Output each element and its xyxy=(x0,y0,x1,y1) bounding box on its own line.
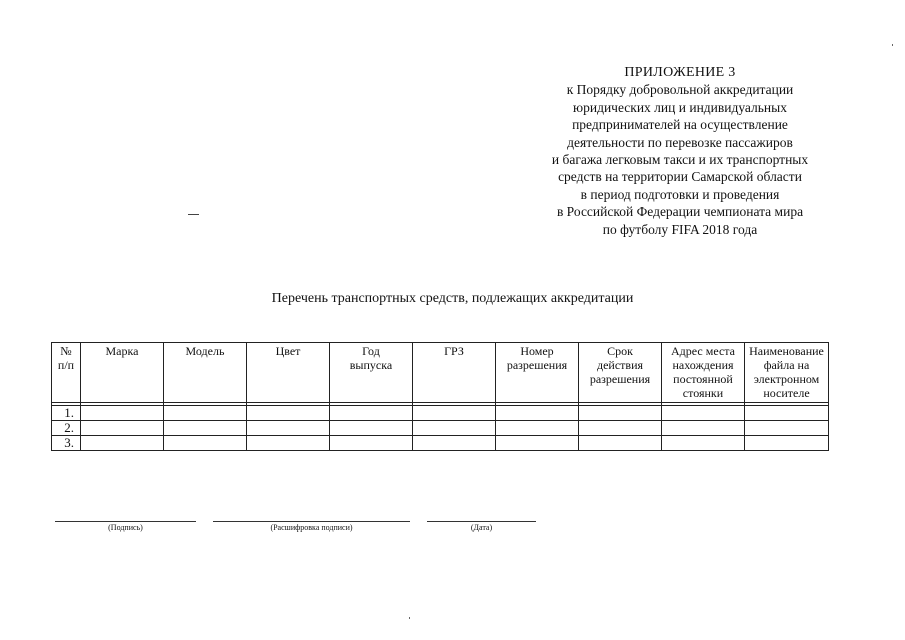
table-cell xyxy=(745,421,829,436)
table-cell xyxy=(579,436,662,451)
header-plate: ГРЗ xyxy=(413,343,496,403)
date-line xyxy=(427,521,536,522)
table-cell xyxy=(164,436,247,451)
appendix-line: в период подготовки и проведения xyxy=(580,186,780,202)
appendix-line: юридических лиц и индивидуальных xyxy=(573,99,787,115)
table-cell xyxy=(330,406,413,421)
table-cell xyxy=(662,406,745,421)
table-cell xyxy=(81,436,164,451)
table-cell xyxy=(745,406,829,421)
appendix-line: и багажа легковым такси и их транспортных xyxy=(551,152,809,168)
header-file-name: Наименование файла на электронном носителе xyxy=(745,343,829,403)
table-cell xyxy=(413,436,496,451)
vehicle-table xyxy=(51,342,829,451)
date-field xyxy=(427,521,536,533)
appendix-line: по футболу FIFA 2018 года xyxy=(602,221,758,237)
signature-caption: (Подпись) xyxy=(108,523,143,532)
row-number: 2. xyxy=(52,421,81,436)
date-caption: (Дата) xyxy=(470,523,493,532)
scan-mark xyxy=(892,44,893,46)
table-cell xyxy=(496,406,579,421)
table-header-row xyxy=(52,343,829,403)
appendix-line: к Порядку добровольной аккредитации xyxy=(566,82,794,98)
scan-dash xyxy=(188,214,199,215)
table-cell xyxy=(330,436,413,451)
header-color: Цвет xyxy=(247,343,330,403)
table-cell xyxy=(579,421,662,436)
table-cell xyxy=(247,421,330,436)
table-cell xyxy=(247,436,330,451)
row-number: 3. xyxy=(52,436,81,451)
table-cell xyxy=(579,406,662,421)
signature-field xyxy=(55,521,196,533)
table-cell xyxy=(164,406,247,421)
table-cell xyxy=(662,436,745,451)
table-cell xyxy=(81,406,164,421)
appendix-line: предпринимателей на осуществление xyxy=(572,117,788,133)
appendix-block xyxy=(500,64,860,238)
table-cell xyxy=(662,421,745,436)
list-title: Перечень транспортных средств, подлежащих аккредитации xyxy=(271,291,634,306)
row-number: 1. xyxy=(52,406,81,421)
appendix-line: в Российской Федерации чемпионата мира xyxy=(556,204,804,220)
header-make: Марка xyxy=(81,343,164,403)
table-row xyxy=(52,421,829,436)
header-model: Модель xyxy=(164,343,247,403)
table-row xyxy=(52,406,829,421)
header-parking-address: Адрес места нахождения постоянной стоянки xyxy=(662,343,745,403)
header-permit-number: Номер разрешения xyxy=(496,343,579,403)
table-row xyxy=(52,436,829,451)
table-cell xyxy=(164,421,247,436)
header-permit-term: Срок действия разрешения xyxy=(579,343,662,403)
table-cell xyxy=(745,436,829,451)
appendix-line: деятельности по перевозке пассажиров xyxy=(567,134,793,150)
scan-mark xyxy=(409,617,410,619)
table-cell xyxy=(413,406,496,421)
table-cell xyxy=(247,406,330,421)
appendix-line: средств на территории Самарской области xyxy=(558,169,802,185)
signature-transcript-line xyxy=(213,521,410,522)
table-cell xyxy=(496,436,579,451)
signature-line xyxy=(55,521,196,522)
appendix-heading: ПРИЛОЖЕНИЕ 3 xyxy=(624,65,736,80)
table-cell xyxy=(496,421,579,436)
table-cell xyxy=(81,421,164,436)
table-cell xyxy=(330,421,413,436)
header-year: Год выпуска xyxy=(330,343,413,403)
signature-transcript-caption: (Расшифровка подписи) xyxy=(270,523,353,532)
header-number: № п/п xyxy=(52,343,81,403)
table-cell xyxy=(413,421,496,436)
signature-transcript-field xyxy=(213,521,410,533)
